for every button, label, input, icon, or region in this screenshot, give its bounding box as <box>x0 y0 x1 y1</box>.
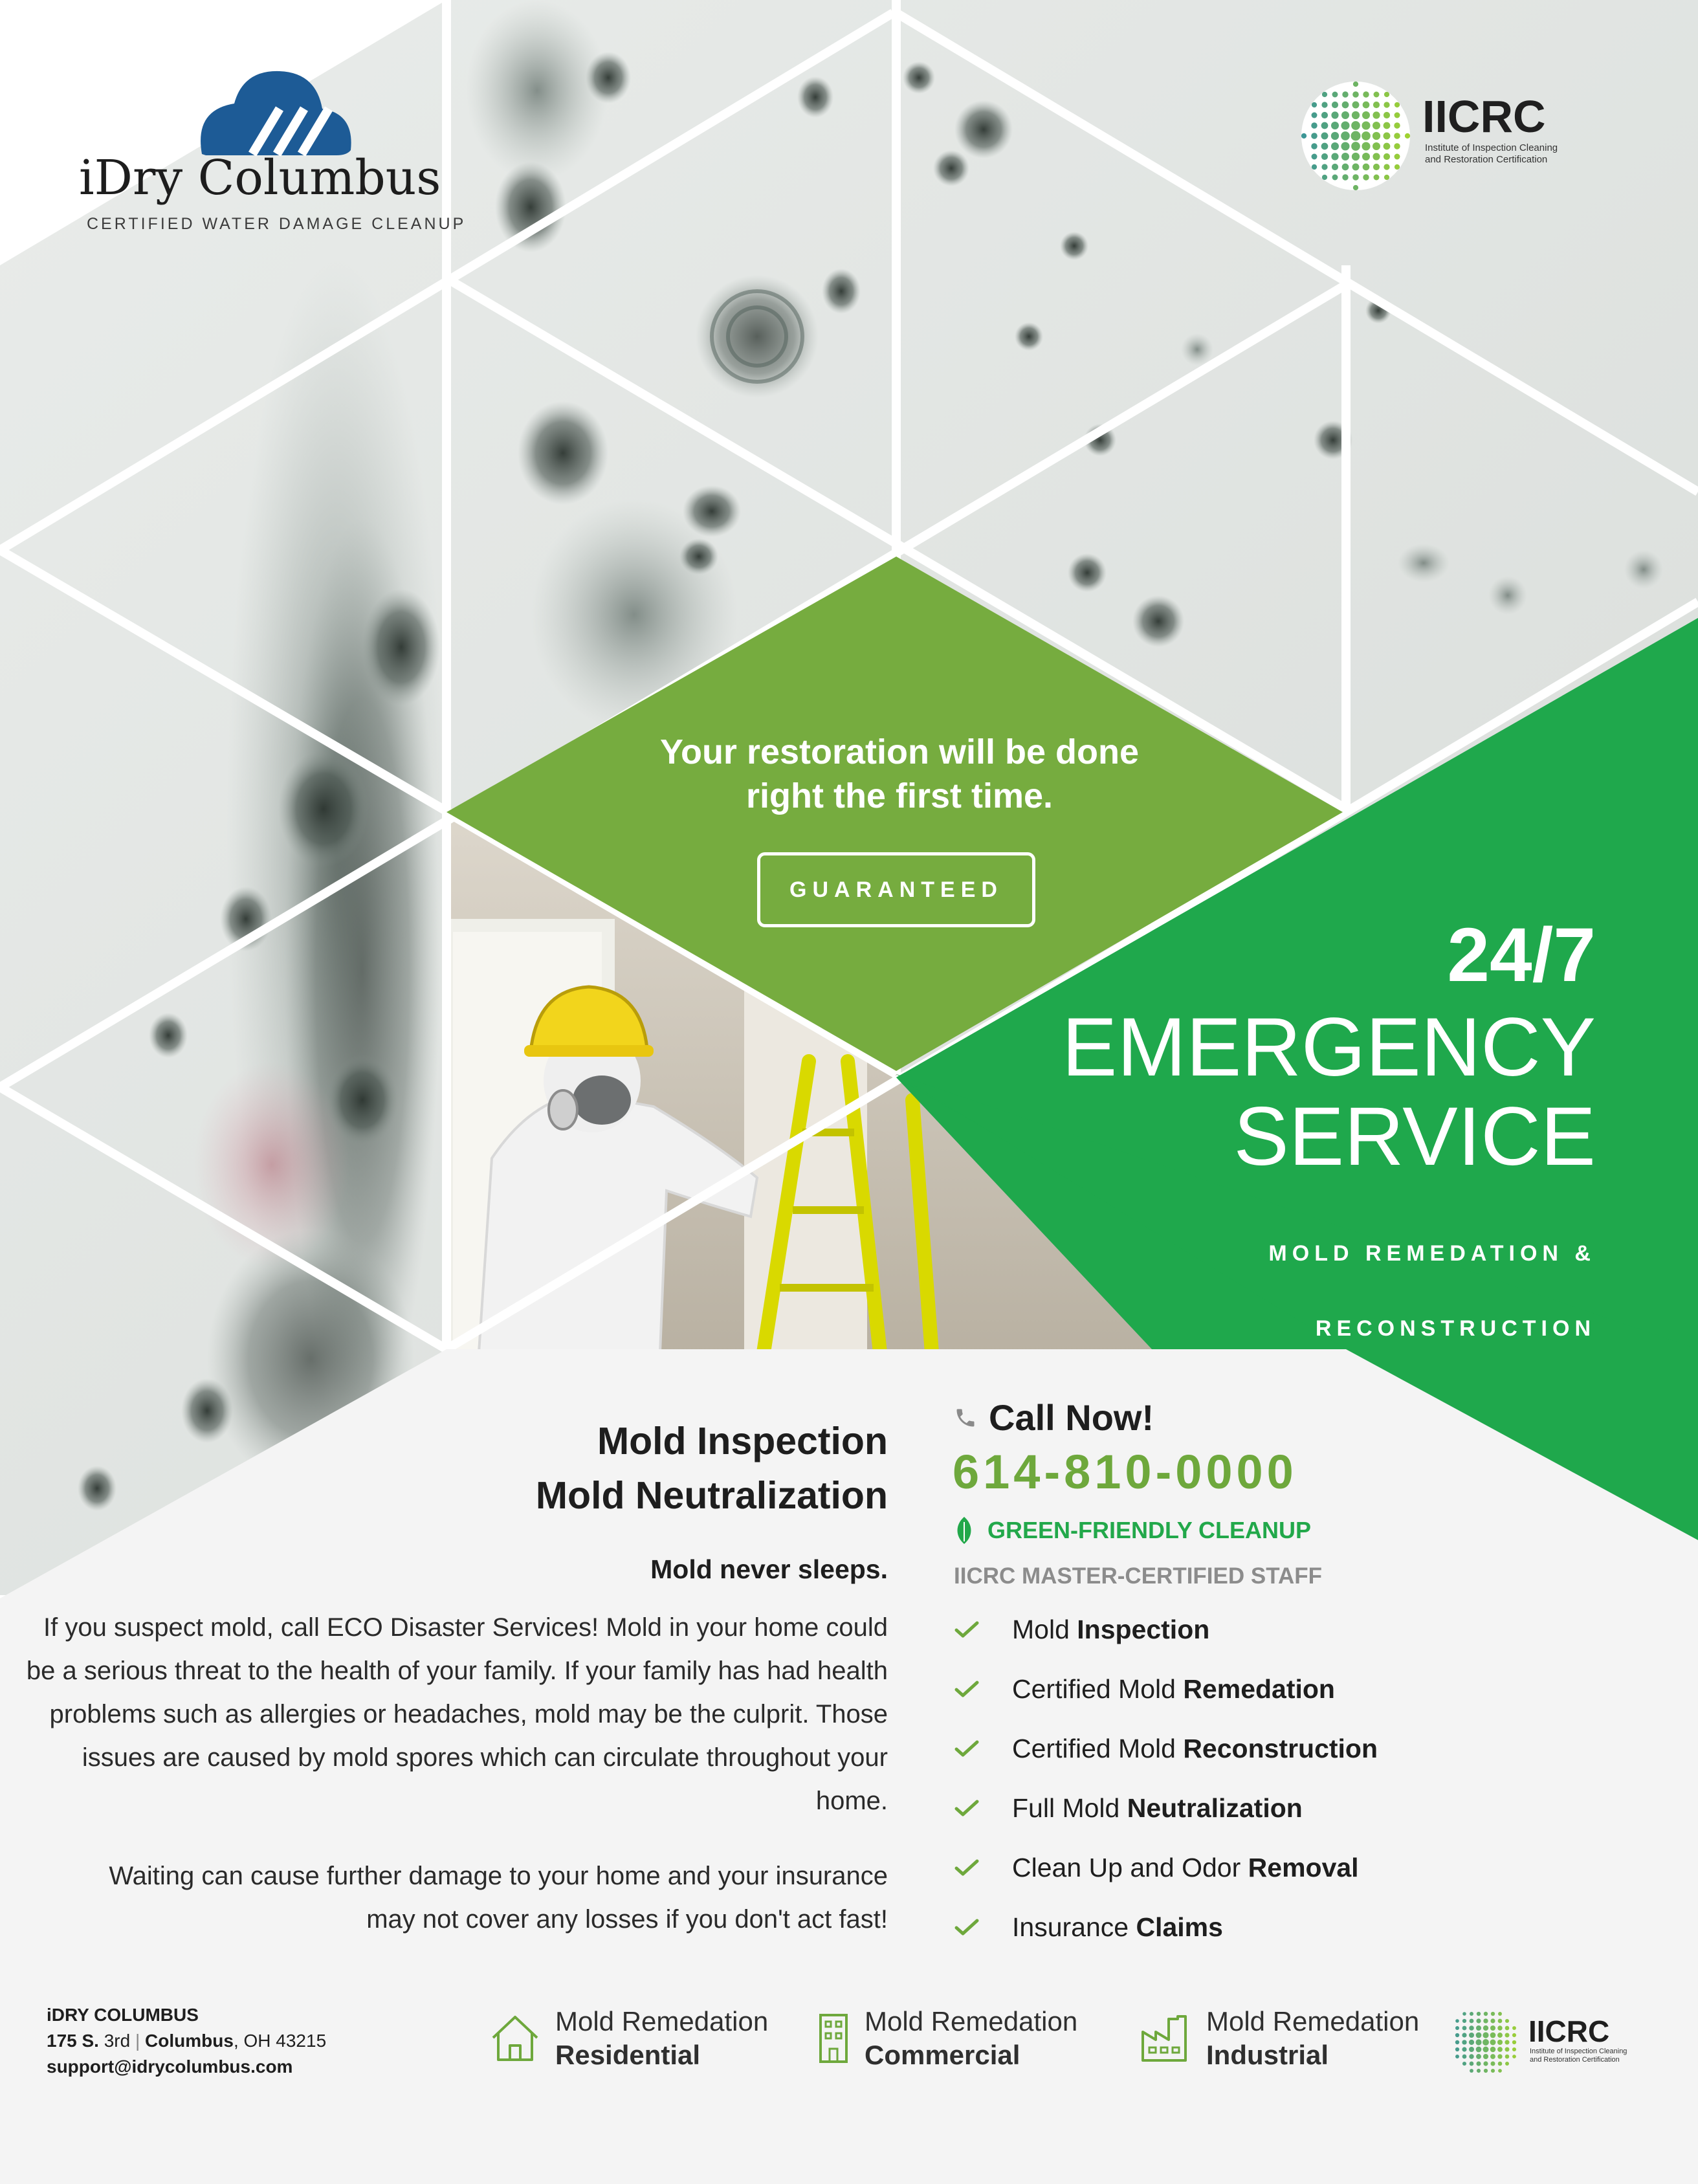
globe-dot <box>1394 122 1400 128</box>
globe-dot <box>1351 142 1360 151</box>
globe-dot <box>1342 164 1349 171</box>
globe-dot <box>1477 2069 1481 2073</box>
list-item: Insurance Claims <box>954 1897 1601 1957</box>
globe-dot <box>1455 2040 1459 2044</box>
globe-dot <box>1341 121 1349 129</box>
globe-dot <box>1352 111 1360 119</box>
globe-dot <box>1505 2047 1510 2052</box>
globe-dot <box>1483 2018 1488 2023</box>
globe-dot <box>1462 2040 1466 2044</box>
globe-dot <box>1332 175 1338 181</box>
globe-dot <box>1374 92 1380 98</box>
master-certified-staff: IICRC MASTER-CERTIFIED STAFF <box>954 1563 1323 1589</box>
globe-dot <box>1512 2055 1516 2058</box>
globe-dot <box>1353 185 1358 190</box>
globe-dot <box>1332 102 1338 108</box>
guaranteed-badge[interactable]: GUARANTEED <box>757 852 1035 927</box>
globe-dot <box>1469 2054 1473 2058</box>
globe-dot <box>1497 2040 1503 2045</box>
globe-dot <box>1311 143 1317 149</box>
globe-dot <box>1331 153 1338 160</box>
globe-dot <box>1341 142 1349 150</box>
globe-dot <box>1498 2012 1502 2016</box>
globe-dot <box>1321 153 1328 160</box>
call-now-label: Call Now! <box>989 1397 1154 1438</box>
globe-dot <box>1321 122 1329 129</box>
footer-globe-icon <box>1446 2003 1524 2080</box>
globe-dot <box>1353 82 1358 87</box>
globe-dot <box>1395 102 1400 107</box>
footer-iicrc-wordmark: IICRC <box>1528 2014 1610 2048</box>
globe-dot <box>1321 143 1329 150</box>
globe-dot <box>1342 174 1348 180</box>
globe-dot <box>1405 133 1410 138</box>
list-item: Certified Mold Reconstruction <box>954 1719 1601 1778</box>
globe-dot <box>1469 2025 1474 2031</box>
globe-dot <box>1490 2025 1495 2031</box>
check-icon <box>954 1917 1012 1937</box>
globe-dot <box>1505 2019 1509 2023</box>
globe-dot <box>1455 2033 1459 2037</box>
globe-dot <box>1455 2055 1459 2058</box>
globe-dot <box>1469 2047 1474 2052</box>
globe-dot <box>1352 174 1359 181</box>
globe-dot <box>1312 102 1317 107</box>
globe-dot <box>1476 2061 1481 2066</box>
intro-paragraph: If you suspect mold, call ECO Disaster Services! Mold in your home could be a serious threat to the health of your family. If your family has had health problems such as allergies or headaches, mold may be the culprit. Those issues are caused by mold spores which can circulate throughout your home. <box>26 1613 888 1815</box>
globe-dot <box>1321 102 1327 107</box>
globe-dot <box>1477 2012 1481 2016</box>
brand-tagline: CERTIFIED WATER DAMAGE CLEANUP <box>87 215 467 233</box>
globe-dot <box>1373 102 1380 108</box>
globe-dot <box>1384 153 1390 160</box>
globe-dot <box>1497 2033 1503 2038</box>
building-icon <box>817 2013 850 2064</box>
globe-dot <box>1352 102 1360 109</box>
globe-dot <box>1455 2026 1459 2030</box>
globe-dot <box>1312 164 1317 170</box>
globe-dot <box>1476 2025 1481 2031</box>
globe-dot <box>1384 175 1389 180</box>
globe-dot <box>1394 143 1400 149</box>
globe-dot <box>1483 2039 1489 2046</box>
globe-dot <box>1363 102 1370 109</box>
emergency-service-title: EMERGENCY SERVICE <box>1062 1001 1596 1183</box>
globe-dot <box>1342 102 1349 109</box>
globe-dot <box>1384 143 1391 150</box>
globe-dot <box>1352 164 1360 171</box>
globe-dot <box>1490 2018 1495 2023</box>
globe-dot <box>1331 111 1338 118</box>
globe-dot <box>1322 92 1327 97</box>
iicrc-fullname: Institute of Inspection Cleaning and Restoration Certification <box>1425 142 1558 165</box>
globe-dot <box>1462 2047 1466 2051</box>
segment-residential: Mold Remedation Residential <box>489 2005 768 2072</box>
globe-dot <box>1374 175 1380 181</box>
globe-dot <box>1384 122 1391 129</box>
globe-dot <box>1483 2025 1488 2031</box>
footer-iicrc-fullname: Institute of Inspection Cleaning and Restoration Certification <box>1530 2047 1627 2064</box>
list-item: Mold Inspection <box>954 1600 1601 1659</box>
globe-dot <box>1484 2012 1488 2016</box>
globe-dot <box>1462 2055 1467 2059</box>
globe-dot <box>1498 2062 1503 2066</box>
segment-industrial: Mold Remedation Industrial <box>1140 2005 1419 2072</box>
globe-dot <box>1462 2033 1466 2037</box>
footer-address: iDRY COLUMBUS 175 S. 3rd | Columbus, OH 43215 support@idrycolumbus.com <box>47 2005 327 2077</box>
globe-dot <box>1332 92 1338 98</box>
leaf-icon <box>954 1516 975 1545</box>
globe-dot <box>1483 2061 1488 2066</box>
globe-dot <box>1512 2047 1516 2051</box>
promise-text: Your restoration will be done right the first time. <box>659 733 1140 815</box>
globe-dot <box>1470 2019 1474 2024</box>
globe-dot <box>1470 2062 1474 2066</box>
services-heading: Mold Inspection Mold Neutralization <box>535 1420 888 1517</box>
globe-dot <box>1505 2055 1510 2059</box>
globe-dot <box>1498 2069 1502 2073</box>
globe-dot <box>1469 2033 1474 2038</box>
globe-dot <box>1462 2019 1466 2023</box>
globe-dot <box>1384 92 1389 97</box>
globe-dot <box>1384 133 1391 140</box>
globe-dot <box>1512 2033 1516 2037</box>
globe-dot <box>1322 175 1327 180</box>
globe-dot <box>1484 2069 1488 2073</box>
phone-number[interactable]: 614-810-0000 <box>953 1445 1297 1499</box>
globe-dot <box>1505 2033 1509 2037</box>
globe-dot <box>1373 153 1380 160</box>
tagline-never-sleeps: Mold never sleeps. <box>650 1554 888 1584</box>
house-icon <box>489 2013 541 2064</box>
globe-dot <box>1373 132 1380 140</box>
globe-dot <box>1362 121 1370 129</box>
globe-dot <box>1490 2033 1496 2038</box>
globe-dot <box>1384 102 1389 107</box>
globe-dot <box>1505 2040 1509 2044</box>
globe-dot <box>1505 2026 1510 2031</box>
globe-dot <box>1331 132 1339 140</box>
globe-dot <box>1469 2040 1474 2045</box>
globe-dot <box>1311 133 1318 139</box>
globe-dot <box>1491 2069 1495 2073</box>
green-friendly-badge: GREEN-FRIENDLY CLEANUP <box>954 1516 1311 1545</box>
globe-dot <box>1491 2012 1495 2016</box>
globe-dot <box>1394 133 1400 139</box>
globe-dot <box>1470 2012 1473 2016</box>
globe-dot <box>1341 131 1350 140</box>
globe-dot <box>1455 2047 1459 2051</box>
globe-dot <box>1476 2054 1481 2059</box>
segment-commercial: Mold Remedation Commercial <box>817 2005 1077 2072</box>
check-icon <box>954 1679 1012 1699</box>
globe-dot <box>1384 164 1389 170</box>
globe-dot <box>1483 2032 1488 2038</box>
globe-dot <box>1373 122 1380 129</box>
globe-dot <box>1505 2062 1509 2066</box>
globe-dot <box>1470 2069 1473 2073</box>
globe-dot <box>1301 133 1307 138</box>
globe-dot <box>1352 91 1359 98</box>
globe-dot <box>1462 2026 1467 2031</box>
globe-dot <box>1395 113 1400 118</box>
globe-dot <box>1490 2054 1495 2059</box>
globe-dot <box>1321 133 1329 140</box>
factory-icon <box>1140 2014 1192 2063</box>
globe-dot <box>1363 91 1369 97</box>
check-icon <box>954 1620 1012 1639</box>
globe-dot <box>1362 131 1371 140</box>
globe-dot <box>1395 154 1400 160</box>
globe-dot <box>1476 2047 1482 2053</box>
globe-dot <box>1497 2054 1502 2058</box>
globe-dot <box>1312 154 1318 160</box>
globe-dot <box>1497 2025 1502 2030</box>
globe-dot <box>1362 142 1370 150</box>
emergency-subtitle: MOLD REMEDATION & RECONSTRUCTION <box>1268 1241 1596 1341</box>
list-item: Certified Mold Remedation <box>954 1659 1601 1719</box>
globe-dot <box>1455 2019 1459 2023</box>
globe-dot <box>1384 112 1390 118</box>
globe-dot <box>1497 2047 1503 2052</box>
globe-dot <box>1362 111 1370 119</box>
globe-dot <box>1312 113 1318 118</box>
globe-dot <box>1373 111 1380 118</box>
globe-dot <box>1321 112 1328 118</box>
globe-dot <box>1341 111 1349 119</box>
globe-dot <box>1490 2047 1496 2053</box>
availability-247: 24/7 <box>1447 912 1596 998</box>
globe-dot <box>1483 2047 1489 2053</box>
globe-dot <box>1491 2062 1495 2066</box>
globe-dot <box>1311 122 1317 128</box>
globe-dot <box>1395 164 1400 170</box>
services-checklist <box>954 1600 1601 1957</box>
globe-dot <box>1362 153 1370 160</box>
globe-dot <box>1512 2026 1516 2030</box>
globe-dot <box>1475 2039 1481 2045</box>
globe-dot <box>1342 91 1348 97</box>
list-item: Full Mold Neutralization <box>954 1778 1601 1838</box>
brand-name: iDry Columbus <box>79 150 441 206</box>
globe-dot <box>1373 142 1380 150</box>
globe-dot <box>1498 2019 1503 2024</box>
globe-dot <box>1331 142 1339 150</box>
globe-dot <box>1321 164 1327 170</box>
globe-dot <box>1490 2040 1496 2046</box>
globe-dot <box>1462 2012 1466 2016</box>
iicrc-wordmark: IICRC <box>1422 91 1546 142</box>
globe-dot <box>1363 174 1369 180</box>
warning-paragraph: Waiting can cause further damage to your home and your insurance may not cover any losses if you don't act fast! <box>109 1862 888 1934</box>
phone-icon <box>954 1406 977 1429</box>
check-icon <box>954 1858 1012 1877</box>
globe-dot <box>1462 2062 1466 2066</box>
globe-dot <box>1483 2054 1488 2059</box>
iicrc-globe-logo <box>1301 82 1410 190</box>
call-now-row <box>954 1396 1154 1439</box>
globe-dot <box>1331 122 1339 129</box>
check-icon <box>954 1798 1012 1818</box>
globe-dot <box>1341 153 1349 160</box>
globe-dot <box>1476 2033 1482 2038</box>
globe-dot <box>1351 131 1361 141</box>
globe-dot <box>1351 121 1360 130</box>
footer-email[interactable]: support@idrycolumbus.com <box>47 2057 293 2077</box>
globe-dot <box>1373 164 1380 170</box>
globe-dot <box>1476 2018 1481 2023</box>
globe-dot <box>1363 164 1370 171</box>
globe-dot <box>1352 153 1360 160</box>
globe-dot <box>1512 2040 1516 2044</box>
globe-dot <box>1332 164 1338 170</box>
check-icon <box>954 1739 1012 1758</box>
list-item: Clean Up and Odor Removal <box>954 1838 1601 1897</box>
